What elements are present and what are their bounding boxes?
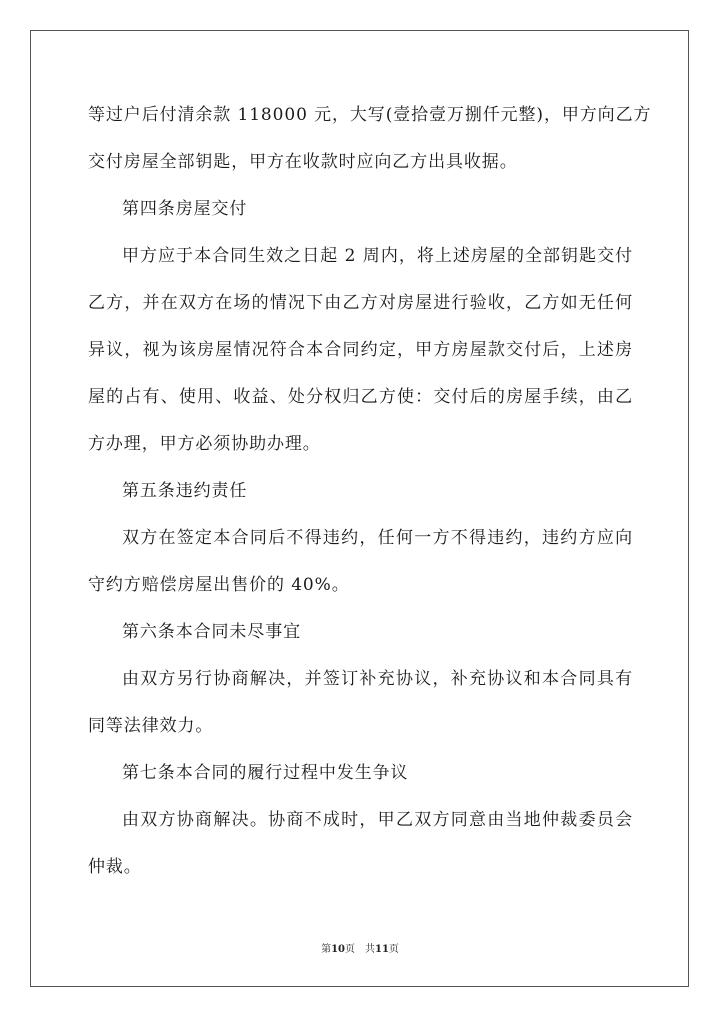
total-pages-number: 11 [375, 944, 389, 955]
section-heading: 第五条违约责任 [122, 481, 248, 501]
paragraph-line: 等过户后付清余款 118000 元，大写(壹拾壹万捌仟元整)，甲方向乙方 [88, 105, 652, 125]
section-heading: 第四条房屋交付 [122, 199, 248, 219]
paragraph-line: 甲方应于本合同生效之日起 2 周内，将上述房屋的全部钥匙交付 [122, 246, 633, 266]
document-body [88, 92, 652, 891]
paragraph-line: 方办理，甲方必须协助办理。 [88, 434, 321, 454]
page-suffix: 页 [388, 944, 399, 955]
section-heading: 第七条本合同的履行过程中发生争议 [122, 763, 409, 783]
paragraph-line: 屋的占有、使用、收益、处分权归乙方使：交付后的房屋手续，由乙 [88, 387, 633, 407]
paragraph-line: 由双方另行协商解决，并签订补充协议，补充协议和本合同具有 [122, 669, 633, 689]
page-mid-text: 页 共 [345, 944, 375, 955]
paragraph-line: 异议，视为该房屋情况符合本合同约定，甲方房屋款交付后，上述房 [88, 340, 633, 360]
paragraph-line: 由双方协商解决。协商不成时，甲乙双方同意由当地仲裁委员会 [122, 810, 633, 830]
paragraph-line: 乙方，并在双方在场的情况下由乙方对房屋进行验收，乙方如无任何 [88, 293, 633, 313]
page-number-footer [0, 940, 720, 955]
paragraph-line: 交付房屋全部钥匙，甲方在收款时应向乙方出具收据。 [88, 152, 518, 172]
paragraph-line: 仲裁。 [88, 857, 142, 877]
paragraph-line: 守约方赔偿房屋出售价的 40%。 [88, 575, 350, 595]
section-heading: 第六条本合同未尽事宜 [122, 622, 301, 642]
page-prefix: 第 [321, 944, 332, 955]
paragraph-line: 双方在签定本合同后不得违约，任何一方不得违约，违约方应向 [122, 528, 633, 548]
current-page-number: 10 [331, 944, 345, 955]
paragraph-line: 同等法律效力。 [88, 716, 214, 736]
